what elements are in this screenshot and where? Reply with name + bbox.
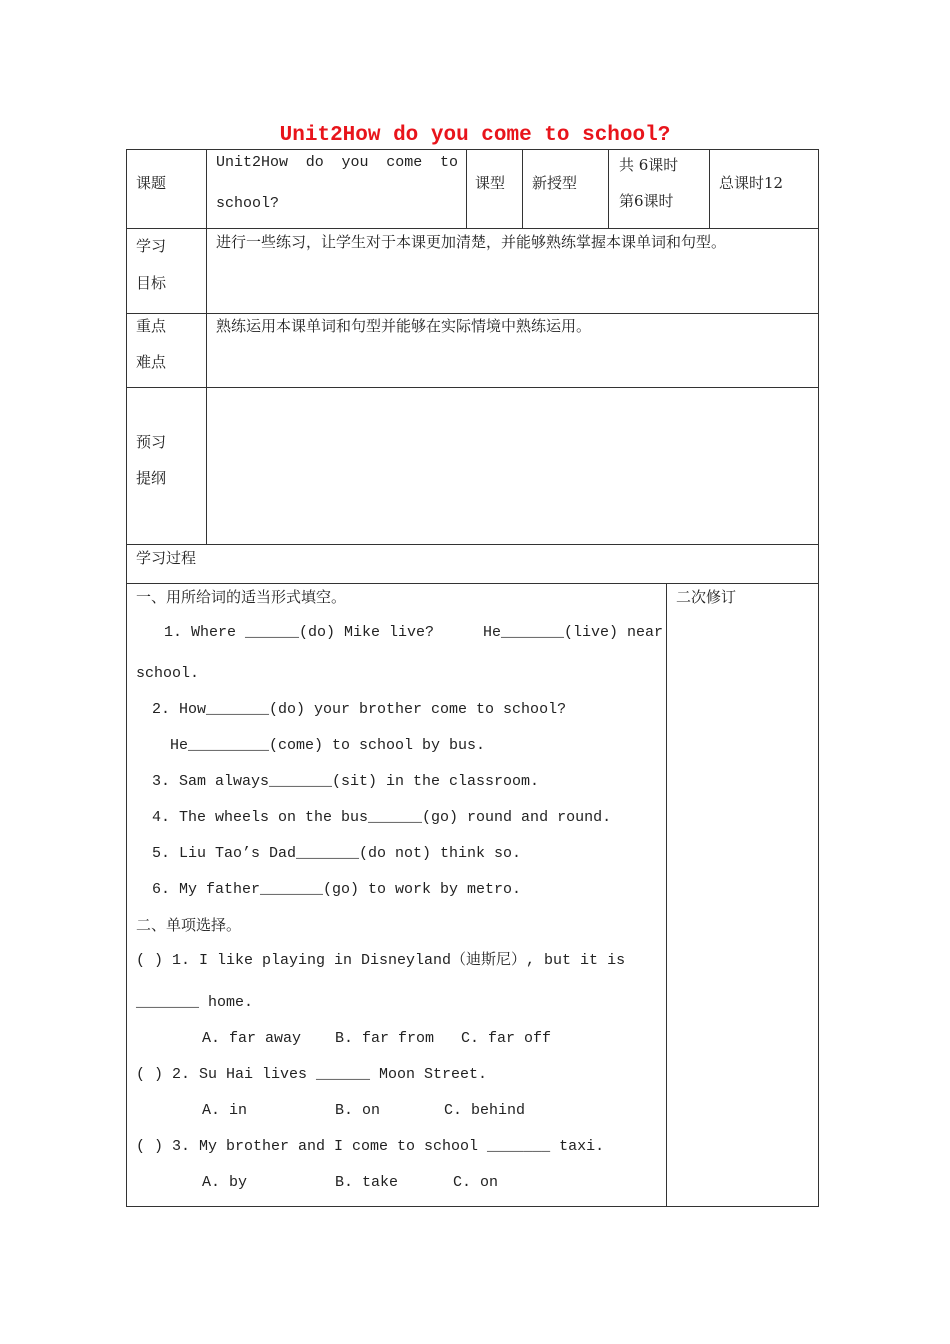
col-divider	[522, 149, 523, 228]
col-divider	[466, 149, 467, 228]
preview-label: 预习	[136, 433, 167, 451]
choice-q2-option-a: A. in	[202, 1102, 248, 1119]
col-divider	[709, 149, 710, 228]
type-label: 课型	[475, 174, 506, 192]
goal-label: 学习	[136, 237, 167, 255]
preview-label: 提纲	[136, 469, 167, 487]
topic-word: do	[305, 154, 324, 171]
choice-q1: ( ) 1. I like playing in Disneyland（迪斯尼）, but it is	[136, 952, 626, 969]
key-label: 难点	[136, 353, 167, 371]
exercise-q1: 1. Where ______(do) Mike live?	[164, 624, 435, 641]
choice-q3-option-c: C. on	[453, 1174, 499, 1191]
section1-heading: 一、用所给词的适当形式填空。	[136, 588, 347, 606]
row-divider	[126, 544, 819, 545]
choice-q2-option-c: C. behind	[444, 1102, 526, 1119]
exercise-q1-cont: school.	[136, 665, 200, 682]
row-divider	[126, 228, 819, 229]
col-divider	[206, 149, 207, 544]
key-text: 熟练运用本课单词和句型并能够在实际情境中熟练运用。	[216, 317, 592, 335]
topic-word: come	[386, 154, 423, 171]
topic-value-line2: school?	[216, 195, 280, 212]
topic-value-line1	[216, 153, 458, 173]
topic-label: 课题	[136, 174, 167, 192]
row-divider	[126, 313, 819, 314]
choice-q2: ( ) 2. Su Hai lives ______ Moon Street.	[136, 1066, 488, 1083]
row-divider	[126, 583, 819, 584]
choice-q3-option-a: A. by	[202, 1174, 248, 1191]
revision-label: 二次修订	[676, 588, 737, 606]
exercise-q5: 5. Liu Tao’s Dad_______(do not) think so.	[152, 845, 522, 862]
exercise-q3: 3. Sam always_______(sit) in the classroom.	[152, 773, 540, 790]
topic-word: Unit2How	[216, 154, 289, 171]
choice-q1-option-c: C. far off	[461, 1030, 552, 1047]
topic-word: to	[439, 154, 458, 171]
choice-q1-option-b: B. far from	[335, 1030, 435, 1047]
process-label: 学习过程	[136, 549, 197, 567]
total-hours: 总课时12	[719, 174, 784, 192]
exercise-q4: 4. The wheels on the bus______(go) round and round.	[152, 809, 612, 826]
choice-q1-option-a: A. far away	[202, 1030, 302, 1047]
exercise-q6: 6. My father_______(go) to work by metro.	[152, 881, 522, 898]
choice-q1-cont: _______ home.	[136, 994, 254, 1011]
key-label: 重点	[136, 317, 167, 335]
topic-word: you	[341, 154, 369, 171]
type-value: 新授型	[532, 174, 578, 192]
row-divider	[126, 387, 819, 388]
exercise-q2: 2. How_______(do) your brother come to school?	[152, 701, 567, 718]
section2-heading: 二、单项选择。	[136, 916, 242, 934]
col-divider	[666, 583, 667, 1207]
hours-total: 共 6课时	[619, 156, 679, 174]
choice-q3-option-b: B. take	[335, 1174, 399, 1191]
choice-q2-option-b: B. on	[335, 1102, 381, 1119]
exercise-q2-answer: He_________(come) to school by bus.	[170, 737, 486, 754]
goal-label: 目标	[136, 274, 167, 292]
document-title: Unit2How do you come to school?	[279, 124, 671, 147]
col-divider	[608, 149, 609, 228]
exercise-q1-answer: He_______(live) near	[483, 624, 664, 641]
hours-current: 第6课时	[619, 192, 674, 210]
goal-text: 进行一些练习，让学生对于本课更加清楚，并能够熟练掌握本课单词和句型。	[216, 233, 727, 251]
choice-q3: ( ) 3. My brother and I come to school _______ taxi.	[136, 1138, 605, 1155]
